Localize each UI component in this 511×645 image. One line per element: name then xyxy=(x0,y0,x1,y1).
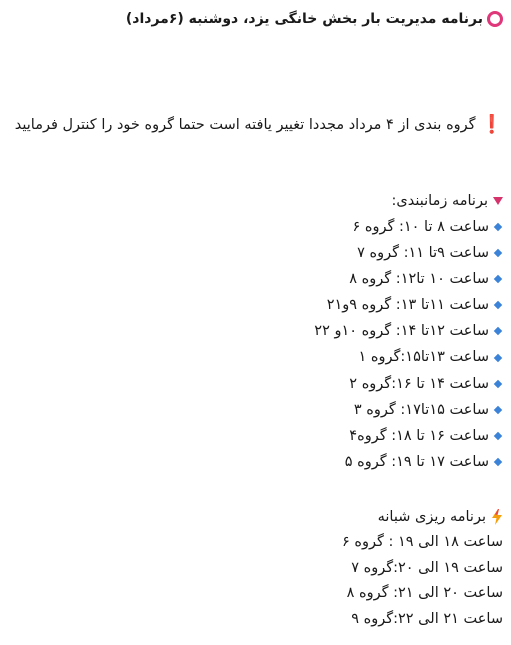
blue-diamond-icon xyxy=(494,379,502,387)
list-item: ساعت ۱۲تا ۱۴: گروه ۱۰و ۲۲ xyxy=(10,318,503,344)
night-title: برنامه ریزی شبانه xyxy=(377,509,486,525)
blue-diamond-icon xyxy=(494,249,502,257)
schedule-section xyxy=(10,188,503,475)
list-item: ساعت ۱۵تا۱۷: گروه ۳ xyxy=(10,397,503,423)
night-heading xyxy=(10,504,503,530)
lightning-icon xyxy=(491,509,503,525)
notice-paragraph xyxy=(10,112,503,138)
night-section xyxy=(10,504,503,632)
blue-diamond-icon xyxy=(494,301,502,309)
red-triangle-icon xyxy=(493,197,503,205)
blue-diamond-icon xyxy=(494,432,502,440)
list-item: ساعت ۲۰ الی ۲۱: گروه ۸ xyxy=(346,585,503,602)
list-item: ساعت ۹تا ۱۱: گروه ۷ xyxy=(10,240,503,266)
schedule-title: برنامه زمانبندی: xyxy=(391,193,488,209)
list-item: ساعت ۱۴ تا ۱۶:گروه ۲ xyxy=(10,371,503,397)
blue-diamond-icon xyxy=(494,327,502,335)
list-item: ساعت ۱۷ تا ۱۹: گروه ۵ xyxy=(10,449,503,475)
list-item: ساعت ۱۰ تا۱۲: گروه ۸ xyxy=(10,266,503,292)
schedule-list xyxy=(10,214,503,475)
post-header xyxy=(8,6,503,32)
list-item: ساعت ۸ تا ۱۰: گروه ۶ xyxy=(10,214,503,240)
notice-text: گروه بندی از ۴ مرداد مجددا تغییر یافته است حتما گروه خود را کنترل فرمایید xyxy=(14,117,476,133)
list-item: ساعت ۱۹ الی ۲۰:گروه ۷ xyxy=(351,559,503,576)
ring-icon xyxy=(487,11,503,27)
list-item: ساعت ۱۸ الی ۱۹ : گروه ۶ xyxy=(341,534,503,550)
list-item: ساعت ۲۱ الی ۲۲:گروه ۹ xyxy=(351,610,503,627)
post-title: برنامه مدیریت بار بخش خانگی یزد، دوشنبه (۶مرداد) xyxy=(125,11,483,27)
blue-diamond-icon xyxy=(494,223,502,231)
blue-diamond-icon xyxy=(494,405,502,413)
list-item: ساعت ۱۳تا۱۵:گروه ۱ xyxy=(10,344,503,370)
list-item: ساعت ۱۱تا ۱۳: گروه ۹و۲۱ xyxy=(10,292,503,318)
night-list xyxy=(10,530,503,632)
schedule-heading xyxy=(10,188,503,214)
list-item: ساعت ۱۶ تا ۱۸: گروه۴ xyxy=(10,423,503,449)
blue-diamond-icon xyxy=(494,353,502,361)
exclamation-icon: ❗ xyxy=(480,114,503,135)
blue-diamond-icon xyxy=(494,458,502,466)
blue-diamond-icon xyxy=(494,275,502,283)
